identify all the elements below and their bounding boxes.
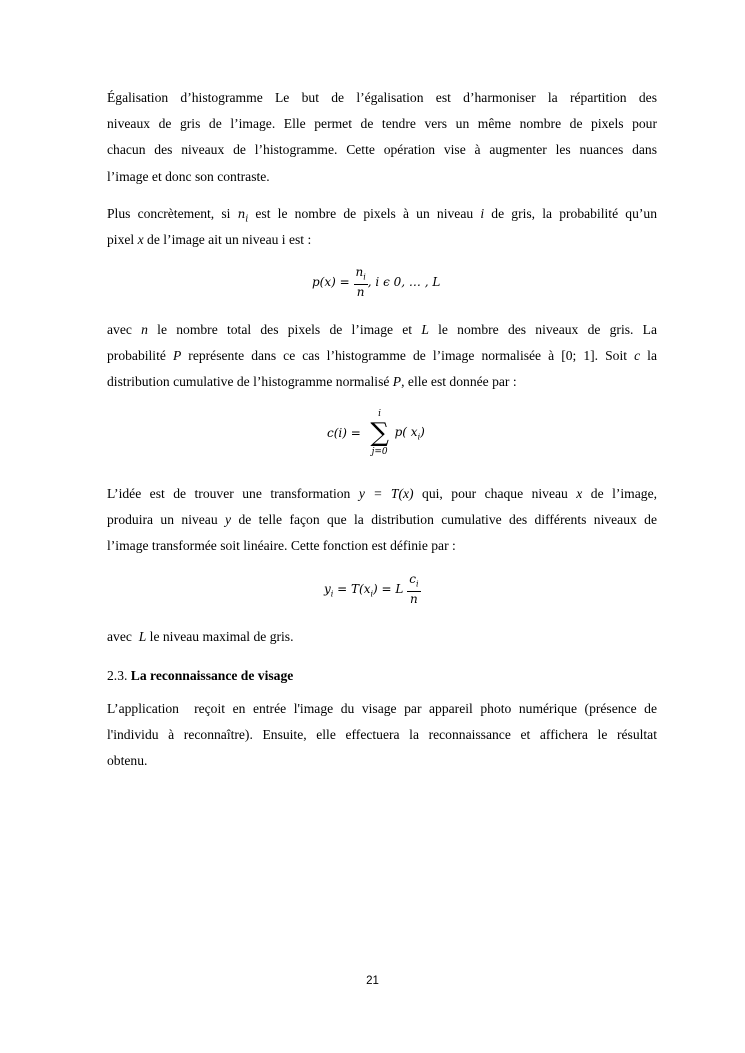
text-fragment: avec	[107, 322, 142, 337]
text-line	[107, 201, 657, 227]
math-expr: ) = L	[373, 581, 408, 596]
text-fragment: probabilité	[107, 348, 173, 364]
math-expr: p( x	[394, 424, 418, 439]
text-line: l’image transformée soit linéaire. Cette fonction est définie par :	[107, 538, 456, 554]
math-expr: y = T(x)	[358, 486, 414, 501]
fraction	[407, 572, 420, 607]
math-var: c	[409, 572, 416, 586]
formula-lhs: c(i) =	[327, 426, 365, 440]
formula-cumulative	[327, 408, 425, 458]
math-sub: i	[415, 579, 419, 589]
paragraph-face-recognition	[107, 696, 657, 775]
text-line	[107, 317, 657, 343]
text-line: l’image et donc son contraste.	[107, 168, 270, 184]
text-fragment: le niveau maximal de gris.	[146, 629, 294, 644]
text-fragment: de gris, la probabilité qu’un	[484, 206, 657, 221]
math-expr: )	[420, 424, 425, 439]
math-var: c	[634, 348, 641, 364]
text-line	[107, 481, 657, 507]
section-heading	[107, 666, 293, 686]
text-fragment: de l’image,	[582, 486, 658, 501]
math-var: x	[137, 232, 144, 248]
paragraph-max-level	[107, 624, 657, 650]
text-fragment: le nombre total des pixels de l’image et	[147, 322, 422, 337]
formula-tail: , i ϵ 0, … , L	[367, 275, 441, 290]
sum-upper-limit: i	[378, 409, 382, 419]
text-line: L’application reçoit en entrée l'image du visage par appareil photo numérique (présence de	[107, 701, 657, 716]
sum-operator	[365, 408, 395, 458]
math-var: L	[138, 629, 147, 644]
math-var: y	[225, 512, 232, 528]
text-fragment: distribution cumulative de l’histogramme normalisé	[107, 374, 393, 390]
text-fragment: pixel	[107, 232, 138, 248]
math-sub: i	[245, 214, 249, 225]
math-sub: i	[417, 432, 421, 442]
text-line: obtenu.	[107, 753, 148, 769]
text-line	[107, 507, 657, 533]
formula-lhs	[324, 582, 407, 596]
math-var: n	[141, 322, 148, 337]
page-number: 21	[366, 975, 379, 987]
sigma-symbol: ∑	[370, 418, 389, 448]
text-fragment: Plus concrètement, si	[107, 206, 238, 221]
paragraph-cumulative-distribution	[107, 317, 657, 396]
math-sub: i	[370, 588, 374, 598]
fraction-denominator: n	[409, 592, 418, 607]
math-var: n	[355, 265, 364, 279]
math-var: x	[576, 486, 583, 501]
fraction	[354, 265, 368, 300]
section-number: 2.3.	[107, 668, 131, 683]
text-line: Égalisation d’histogramme Le but de l’égalisation est d’harmoniser la répartition des	[107, 90, 657, 105]
text-fragment: représente dans ce cas l’histogramme de l’image normalisée à [0; 1]. Soit	[181, 348, 635, 364]
text-fragment: de telle façon que la distribution cumulative des différents niveaux de	[231, 512, 658, 528]
paragraph-histogram-equalization	[107, 85, 657, 190]
section-title: La reconnaissance de visage	[130, 668, 294, 683]
formula-lhs: p(x) =	[312, 275, 354, 290]
fraction-numerator	[407, 572, 420, 592]
text-fragment: est le nombre de pixels à un niveau	[248, 206, 481, 221]
text-line: niveaux de gris de l’image. Elle permet de tendre vers un même nombre de pixels pour	[107, 116, 657, 132]
text-fragment: produira un niveau	[107, 512, 226, 528]
fraction-denominator: n	[356, 285, 365, 300]
text-fragment: le nombre des niveaux de gris. La	[428, 322, 657, 337]
text-line: chacun des niveaux de l’histogramme. Cette opération vise à augmenter les nuances dans	[107, 142, 657, 158]
paragraph-probability-intro	[107, 201, 657, 253]
text-line	[107, 369, 657, 395]
math-sub: i	[330, 588, 334, 598]
formula-transformation	[324, 572, 421, 607]
text-line	[107, 343, 657, 369]
formula-probability	[312, 265, 440, 300]
math-var: L	[421, 322, 429, 337]
math-var: n	[237, 207, 246, 221]
math-sub: i	[363, 272, 366, 282]
math-var: P	[172, 348, 182, 364]
text-fragment: , elle est donnée par :	[401, 374, 517, 390]
text-fragment: avec	[107, 629, 139, 644]
math-var: y	[324, 581, 331, 596]
text-fragment: qui, pour chaque niveau	[413, 486, 577, 501]
math-var: P	[392, 374, 402, 390]
text-line	[107, 227, 657, 253]
math-var: i	[480, 206, 485, 221]
text-fragment: L’idée est de trouver une transformation	[107, 486, 359, 501]
text-fragment: la	[640, 348, 657, 364]
math-expr: = T(x	[333, 581, 371, 596]
paragraph-transformation	[107, 481, 657, 560]
fraction-numerator	[354, 265, 368, 285]
text-line: l'individu à reconnaître). Ensuite, elle effectuera la reconnaissance et affichera le résultat	[107, 727, 657, 743]
text-fragment: de l’image ait un niveau i est :	[143, 232, 312, 248]
sum-lower-limit: j=0	[371, 447, 388, 457]
text-line	[107, 624, 657, 650]
formula-rhs	[394, 424, 425, 442]
